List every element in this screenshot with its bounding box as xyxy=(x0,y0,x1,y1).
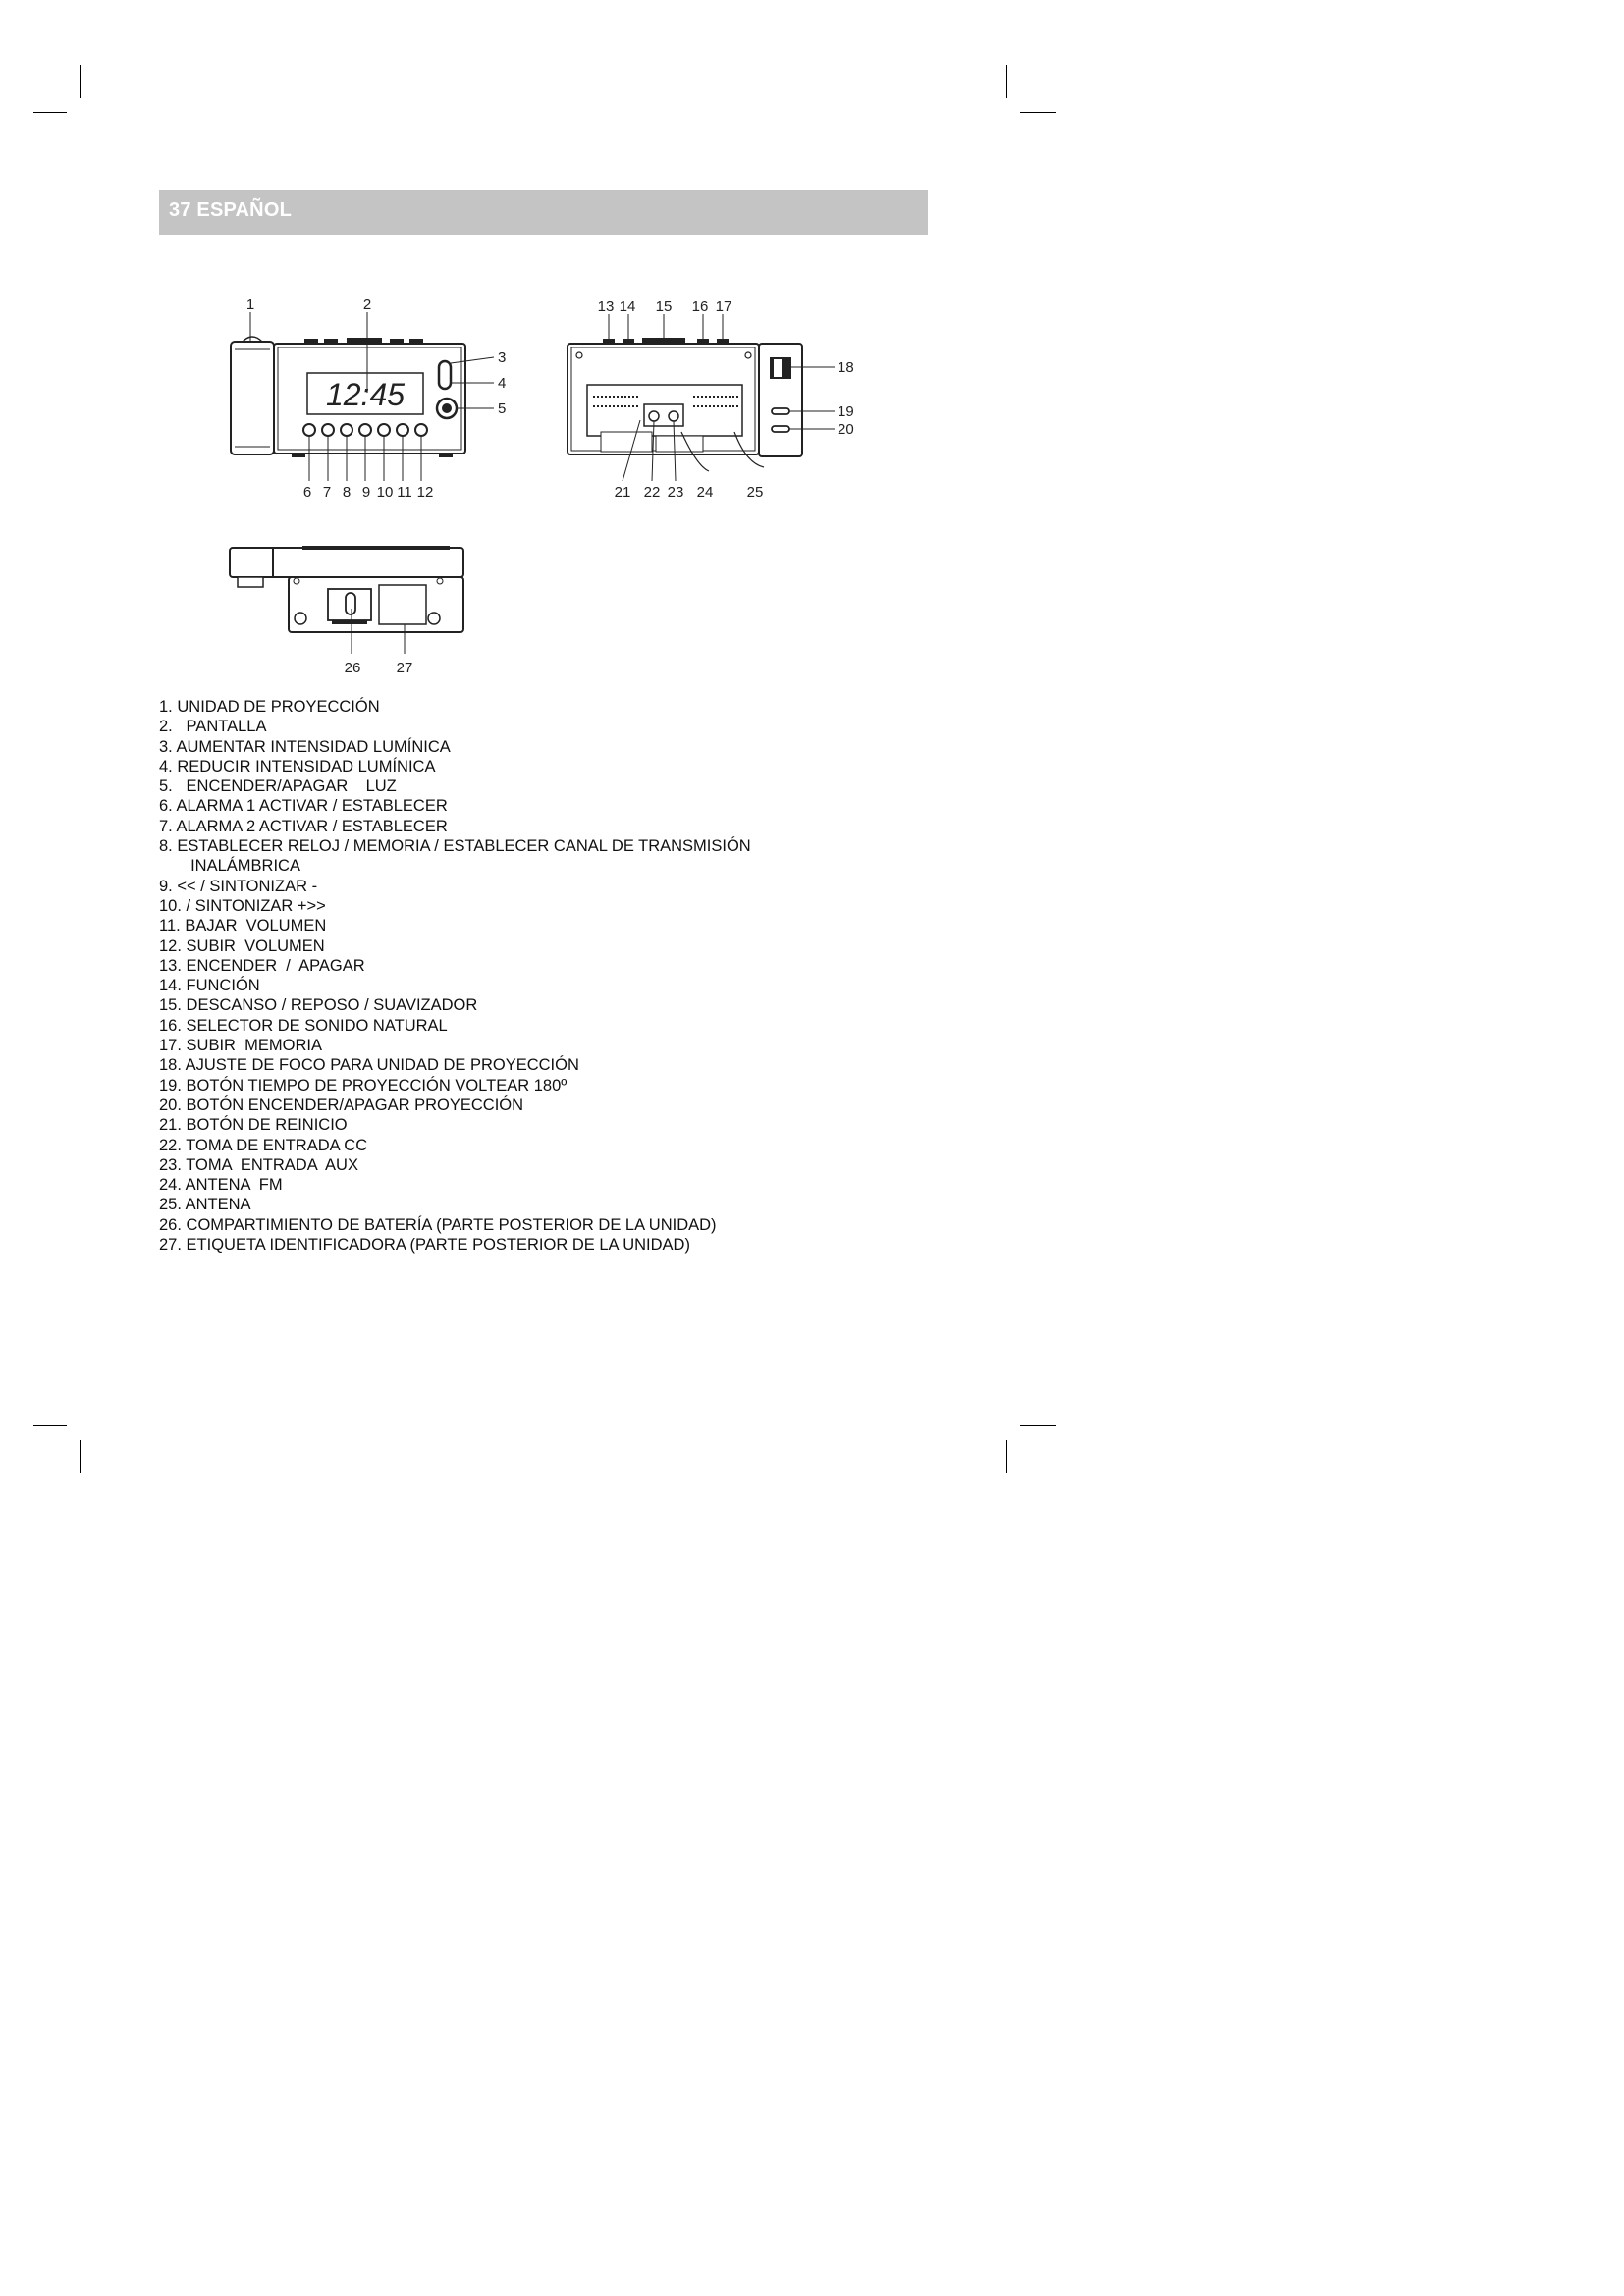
callout-9: 9 xyxy=(361,484,371,501)
list-item: 20. BOTÓN ENCENDER/APAGAR PROYECCIÓN xyxy=(159,1095,524,1114)
callout-18: 18 xyxy=(838,359,854,376)
page-title: 37 ESPAÑOL xyxy=(169,199,292,221)
callout-3: 3 xyxy=(498,349,507,366)
list-item: 1. UNIDAD DE PROYECCIÓN xyxy=(159,698,380,716)
callout-24: 24 xyxy=(696,484,714,501)
callout-16: 16 xyxy=(691,298,709,315)
callout-12: 12 xyxy=(416,484,434,501)
list-item: 7. ALARMA 2 ACTIVAR / ESTABLECER xyxy=(159,817,448,835)
list-item: 24. ANTENA FM xyxy=(159,1176,283,1195)
list-item: 15. DESCANSO / REPOSO / SUAVIZADOR xyxy=(159,996,478,1015)
list-item: 11. BAJAR VOLUMEN xyxy=(159,917,327,935)
callout-5: 5 xyxy=(498,400,507,417)
list-item: 2. PANTALLA xyxy=(159,718,267,736)
list-item: 6. ALARMA 1 ACTIVAR / ESTABLECER xyxy=(159,797,448,816)
list-item: 17. SUBIR MEMORIA xyxy=(159,1037,322,1055)
callout-4: 4 xyxy=(498,375,507,392)
list-item: 27. ETIQUETA IDENTIFICADORA (PARTE POSTERIOR DE LA UNIDAD) xyxy=(159,1236,690,1255)
list-item: 13. ENCENDER / APAGAR xyxy=(159,956,365,975)
list-item: 26. COMPARTIMIENTO DE BATERÍA (PARTE POSTERIOR DE LA UNIDAD) xyxy=(159,1215,717,1234)
list-item: 4. REDUCIR INTENSIDAD LUMÍNICA xyxy=(159,757,436,775)
list-item: 21. BOTÓN DE REINICIO xyxy=(159,1116,348,1135)
list-item: 14. FUNCIÓN xyxy=(159,977,260,995)
callout-2: 2 xyxy=(362,296,372,313)
crop-mark xyxy=(1006,1440,1007,1473)
list-item: 25. ANTENA xyxy=(159,1196,251,1214)
list-item: 3. AUMENTAR INTENSIDAD LUMÍNICA xyxy=(159,737,451,756)
callout-10: 10 xyxy=(376,484,394,501)
list-item: 5. ENCENDER/APAGAR LUZ xyxy=(159,777,397,796)
bottom-view-diagram xyxy=(224,540,479,679)
crop-mark xyxy=(33,1425,67,1426)
list-item: 10. / SINTONIZAR +>> xyxy=(159,896,326,915)
callout-17: 17 xyxy=(715,298,732,315)
crop-mark xyxy=(1020,112,1056,113)
callout-21: 21 xyxy=(614,484,631,501)
callout-11: 11 xyxy=(397,484,412,501)
crop-mark xyxy=(80,65,81,98)
section-header-bar xyxy=(159,190,928,235)
callout-22: 22 xyxy=(643,484,661,501)
rear-view-diagram xyxy=(560,294,864,506)
list-item: 22. TOMA DE ENTRADA CC xyxy=(159,1136,368,1154)
callout-19: 19 xyxy=(838,403,854,420)
list-item: INALÁMBRICA xyxy=(159,857,300,876)
callout-27: 27 xyxy=(396,660,413,676)
list-item: 18. AJUSTE DE FOCO PARA UNIDAD DE PROYECCIÓN xyxy=(159,1056,579,1075)
clock-display: 12:45 xyxy=(325,377,406,412)
list-item: 12. SUBIR VOLUMEN xyxy=(159,936,325,955)
crop-mark xyxy=(80,1440,81,1473)
callout-25: 25 xyxy=(746,484,764,501)
callout-20: 20 xyxy=(838,421,854,438)
callout-7: 7 xyxy=(322,484,332,501)
callout-1: 1 xyxy=(245,296,255,313)
callout-8: 8 xyxy=(342,484,352,501)
crop-mark xyxy=(1020,1425,1056,1426)
front-view-diagram xyxy=(221,294,515,506)
list-item: 16. SELECTOR DE SONIDO NATURAL xyxy=(159,1016,448,1035)
callout-13: 13 xyxy=(597,298,615,315)
callout-14: 14 xyxy=(619,298,636,315)
list-item: 9. << / SINTONIZAR - xyxy=(159,877,318,895)
callout-6: 6 xyxy=(302,484,312,501)
crop-mark xyxy=(33,112,67,113)
list-item: 23. TOMA ENTRADA AUX xyxy=(159,1155,358,1174)
callout-26: 26 xyxy=(344,660,361,676)
callout-15: 15 xyxy=(655,298,673,315)
callout-23: 23 xyxy=(667,484,684,501)
list-item: 8. ESTABLECER RELOJ / MEMORIA / ESTABLECER CANAL DE TRANSMISIÓN xyxy=(159,837,751,856)
crop-mark xyxy=(1006,65,1007,98)
list-item: 19. BOTÓN TIEMPO DE PROYECCIÓN VOLTEAR 180º xyxy=(159,1076,568,1095)
parts-list xyxy=(159,697,751,1255)
